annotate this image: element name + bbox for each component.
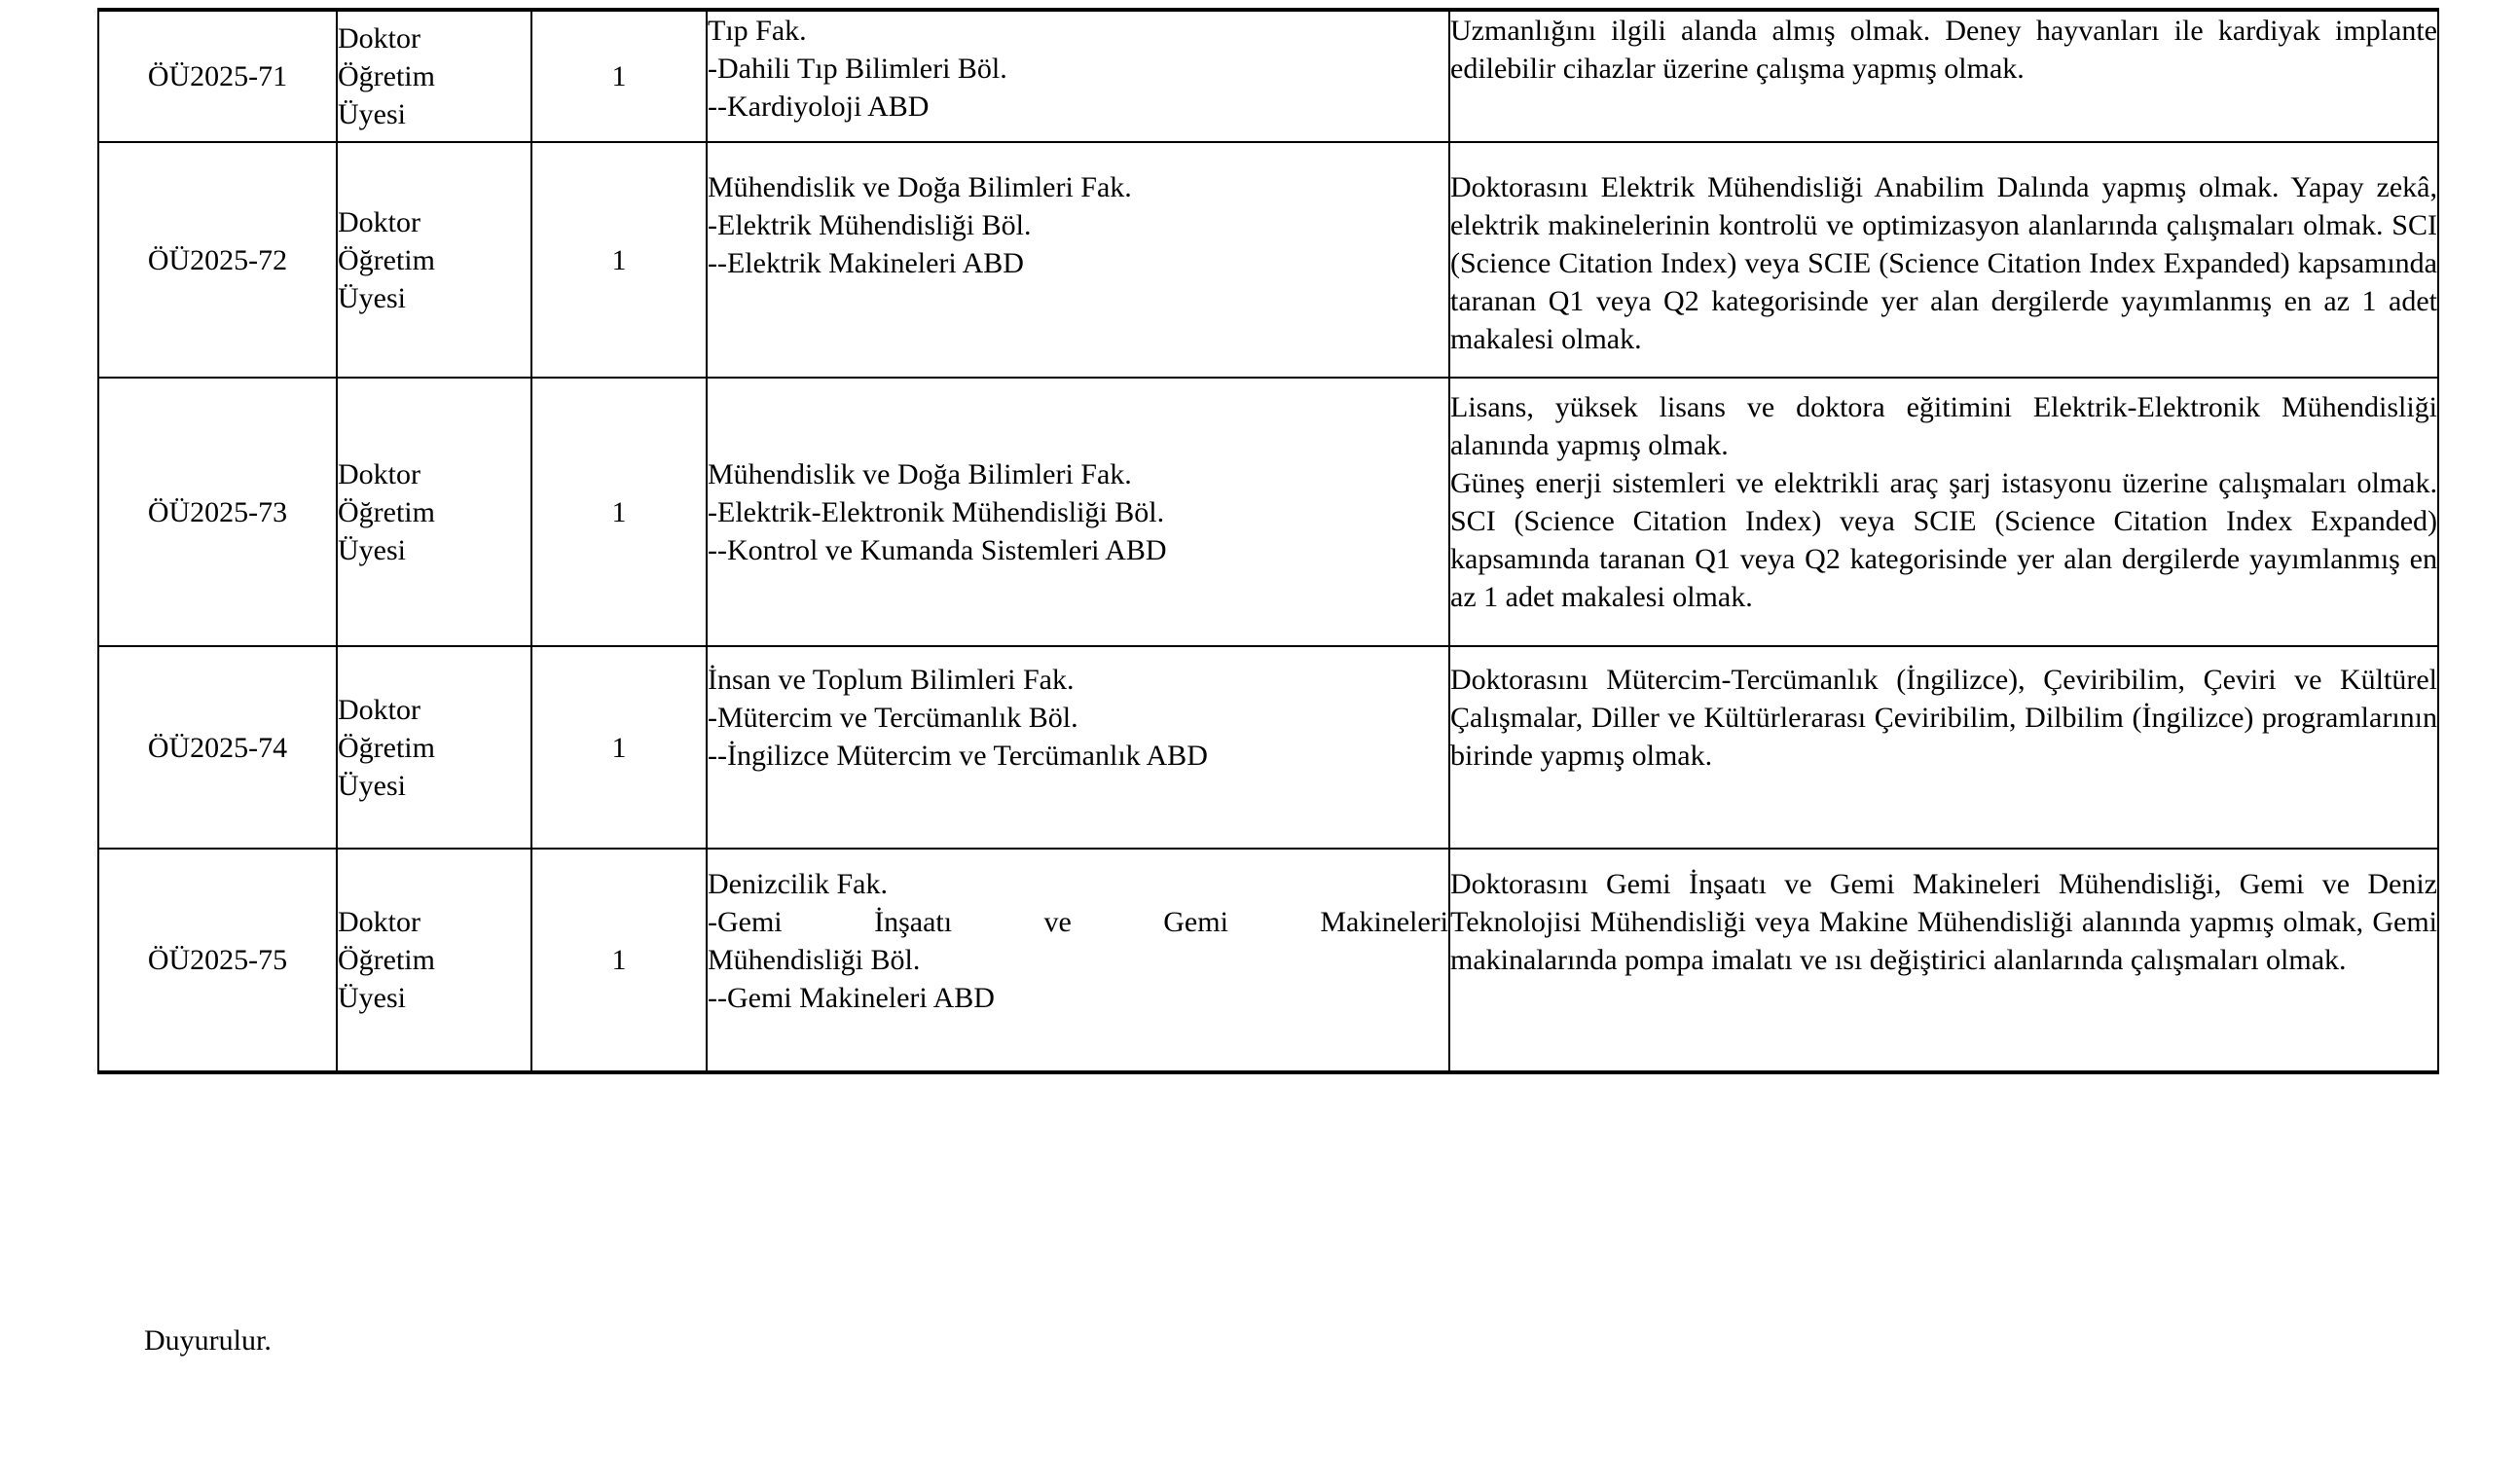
department-line: --Kardiyoloji ABD	[708, 90, 930, 123]
position-title-cell	[337, 849, 531, 1072]
conditions-cell	[1449, 10, 2438, 142]
department-cell	[707, 10, 1449, 142]
department-line: --Gemi Makineleri ABD	[708, 982, 995, 1014]
academic-positions-table	[97, 8, 2439, 1074]
department-cell	[707, 378, 1449, 646]
position-code-cell: ÖÜ2025-73	[98, 378, 337, 646]
conditions-text: Doktorasını Gemi İnşaatı ve Gemi Makineleri Mühendisliği, Gemi ve Deniz Teknolojisi Mühendisliği veya Makine Mühendisliği alanında yapmış olmak, Gemi makinalarında pompa imalatı ve ısı değiştirici alanlarında çalışmaları olmak.	[1450, 868, 2437, 976]
position-title-cell	[337, 646, 531, 849]
department-line: Mühendislik ve Doğa Bilimleri Fak.	[708, 457, 1132, 490]
department-line: -Dahili Tıp Bilimleri Böl.	[708, 53, 1007, 85]
position-code-cell: ÖÜ2025-72	[98, 142, 337, 378]
department-line: --İngilizce Mütercim ve Tercümanlık ABD	[708, 740, 1208, 772]
table-row	[98, 10, 2438, 142]
position-title-line: Üyesi	[338, 769, 406, 802]
position-title-line: Öğretim	[338, 60, 435, 92]
position-title-line: Üyesi	[338, 281, 406, 314]
conditions-text: Güneş enerji sistemleri ve elektrikli araç şarj istasyonu üzerine çalışmaları olmak. SCI (Science Citation Index) veya SCIE (Science Citation Index Expanded) kapsamında taranan Q1 veya Q2 kategorisinde yer alan dergilerde yayımlanmış en az 1 adet makalesi olmak.	[1450, 467, 2437, 613]
department-line: Mühendisliği Böl.	[708, 944, 921, 976]
position-title-line: Öğretim	[338, 243, 435, 276]
table-row	[98, 646, 2438, 849]
conditions-text: Uzmanlığını ilgili alanda almış olmak. Deney hayvanları ile kardiyak implante edilebilir cihazlar üzerine çalışma yapmış olmak.	[1450, 15, 2437, 85]
conditions-text: Doktorasını Mütercim-Tercümanlık (İngilizce), Çeviribilim, Çeviri ve Kültürel Çalışmalar, Diller ve Kültürlerarası Çeviribilim, Dilbilim (İngilizce) programlarının birinde yapmış olmak.	[1450, 664, 2437, 772]
department-cell	[707, 142, 1449, 378]
table-row	[98, 378, 2438, 646]
department-line: -Mütercim ve Tercümanlık Böl.	[708, 702, 1078, 734]
department-cell	[707, 849, 1449, 1072]
position-count-cell: 1	[531, 10, 707, 142]
position-title-line: Doktor	[338, 906, 420, 938]
conditions-cell	[1449, 849, 2438, 1072]
announcement-table-wrapper	[97, 8, 2437, 1074]
department-line: --Kontrol ve Kumanda Sistemleri ABD	[708, 533, 1167, 566]
table-body	[98, 10, 2438, 1072]
position-title-line: Üyesi	[338, 533, 406, 566]
position-title-line: Doktor	[338, 22, 420, 54]
conditions-text: Doktorasını Elektrik Mühendisliği Anabilim Dalında yapmış olmak. Yapay zekâ, elektrik makinelerinin kontrolü ve optimizasyon alanlarında çalışmaları olmak. SCI (Science Citation Index) veya SCIE (Science Citation Index Expanded) kapsamında taranan Q1 veya Q2 kategorisinde yer alan dergilerde yayımlanmış en az 1 adet makalesi olmak.	[1450, 171, 2437, 355]
department-line: -Gemi İnşaatı ve Gemi Makineleri	[708, 906, 1448, 938]
position-count-cell: 1	[531, 378, 707, 646]
conditions-cell	[1449, 646, 2438, 849]
position-title-cell	[337, 10, 531, 142]
position-title-line: Doktor	[338, 205, 420, 238]
department-cell	[707, 646, 1449, 849]
conditions-cell	[1449, 142, 2438, 378]
position-code-cell: ÖÜ2025-74	[98, 646, 337, 849]
position-title-line: Doktor	[338, 693, 420, 726]
position-count-cell: 1	[531, 849, 707, 1072]
position-code-cell: ÖÜ2025-75	[98, 849, 337, 1072]
department-line: Tıp Fak.	[708, 15, 807, 47]
position-title-line: Öğretim	[338, 731, 435, 764]
conditions-cell	[1449, 378, 2438, 646]
position-title-line: Öğretim	[338, 944, 435, 976]
position-title-line: Üyesi	[338, 98, 406, 130]
department-line: --Elektrik Makineleri ABD	[708, 247, 1024, 279]
table-row	[98, 142, 2438, 378]
position-title-cell	[337, 142, 531, 378]
department-line: Mühendislik ve Doğa Bilimleri Fak.	[708, 171, 1132, 203]
footer-note: Duyurulur.	[144, 1324, 272, 1357]
conditions-text: Lisans, yüksek lisans ve doktora eğitimini Elektrik-Elektronik Mühendisliği alanında yapmış olmak.	[1450, 391, 2437, 461]
position-title-line: Öğretim	[338, 495, 435, 528]
department-line: -Elektrik-Elektronik Mühendisliği Böl.	[708, 495, 1165, 528]
position-title-line: Doktor	[338, 457, 420, 490]
position-count-cell: 1	[531, 142, 707, 378]
department-line: İnsan ve Toplum Bilimleri Fak.	[708, 664, 1075, 696]
department-line: Denizcilik Fak.	[708, 868, 888, 900]
position-code-cell: ÖÜ2025-71	[98, 10, 337, 142]
position-title-line: Üyesi	[338, 982, 406, 1014]
position-title-cell	[337, 378, 531, 646]
department-line: -Elektrik Mühendisliği Böl.	[708, 209, 1032, 241]
position-count-cell: 1	[531, 646, 707, 849]
table-row	[98, 849, 2438, 1072]
